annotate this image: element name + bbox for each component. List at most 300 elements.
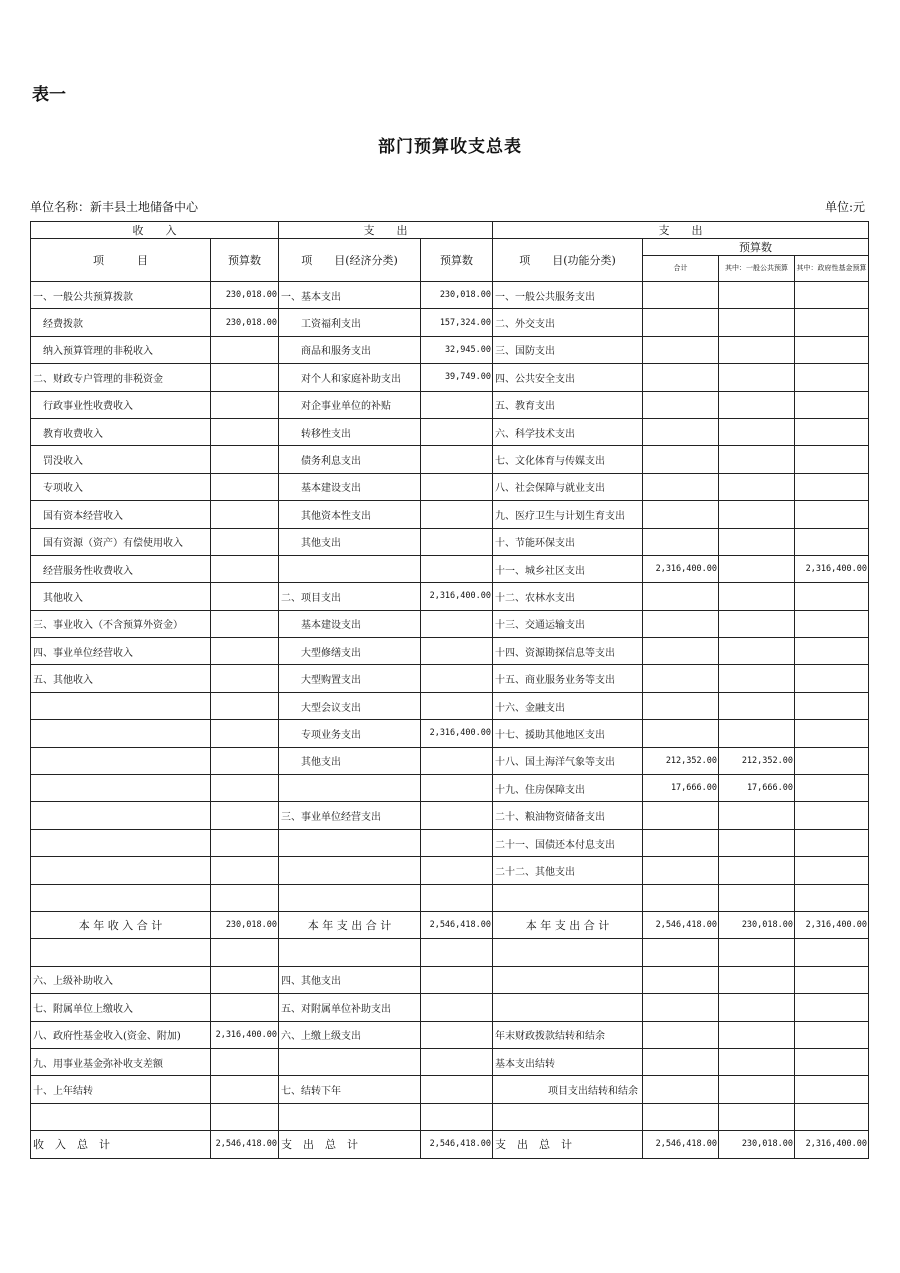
cell-g: [719, 1076, 795, 1103]
cell-f: 212,352.00: [643, 747, 719, 774]
cell-b: [211, 857, 279, 884]
cell-h: [795, 583, 869, 610]
cell-h: [795, 336, 869, 363]
header-income: 收 入: [31, 222, 279, 239]
cell-a: 经营服务性收费收入: [31, 555, 211, 582]
cell-c: 债务利息支出: [279, 446, 421, 473]
unit-name: 单位名称：新丰县土地储备中心: [30, 200, 199, 214]
cell-d: [421, 1076, 493, 1103]
cell-c: 五、对附属单位补助支出: [279, 994, 421, 1021]
table-row: [31, 638, 869, 665]
cell-a: 三、事业收入（不含预算外资金）: [31, 610, 211, 637]
cell-e: 十五、商业服务业务等支出: [493, 665, 643, 692]
cell-b: 230,018.00: [211, 282, 279, 309]
cell-b: [211, 555, 279, 582]
cell-h: 2,316,400.00: [795, 555, 869, 582]
cell-b: [211, 829, 279, 856]
cell-d: [421, 638, 493, 665]
cell-c: 一、基本支出: [279, 282, 421, 309]
cell-b: [211, 665, 279, 692]
table-row: [31, 309, 869, 336]
cell-e: 九、医疗卫生与计划生育支出: [493, 501, 643, 528]
cell-e: 十六、金融支出: [493, 692, 643, 719]
cell-e: 一、一般公共服务支出: [493, 282, 643, 309]
cell-f: [643, 528, 719, 555]
cell-e: 十九、住房保障支出: [493, 775, 643, 802]
cell-a: [31, 857, 211, 884]
table-row: [31, 829, 869, 856]
cell-d: [421, 775, 493, 802]
cell-e: 十二、农林水支出: [493, 583, 643, 610]
cell-e: [493, 966, 643, 993]
cell-g: [719, 555, 795, 582]
cell-c: 对个人和家庭补助支出: [279, 364, 421, 391]
cell-g: [719, 1103, 795, 1130]
cell-b: [211, 802, 279, 829]
cell-a: [31, 829, 211, 856]
cell-e: 年末财政拨款结转和结余: [493, 1021, 643, 1048]
cell-g: 212,352.00: [719, 747, 795, 774]
cell-b: [211, 966, 279, 993]
cell-c: 大型会议支出: [279, 692, 421, 719]
cell-f: [643, 802, 719, 829]
cell-e: [493, 994, 643, 1021]
cell-a: [31, 775, 211, 802]
table-row: [31, 994, 869, 1021]
cell-g: [719, 473, 795, 500]
cell-f: [643, 966, 719, 993]
cell-d: [421, 939, 493, 966]
cell-f: [643, 720, 719, 747]
cell-b: [211, 418, 279, 445]
cell-c: 大型购置支出: [279, 665, 421, 692]
table-row: [31, 884, 869, 911]
cell-e: 本 年 支 出 合 计: [493, 911, 643, 938]
cell-d: [421, 747, 493, 774]
cell-h: [795, 966, 869, 993]
cell-h: [795, 802, 869, 829]
cell-e: 十四、资源勘探信息等支出: [493, 638, 643, 665]
cell-g: [719, 610, 795, 637]
cell-b: [211, 501, 279, 528]
cell-g: [719, 939, 795, 966]
cell-a: 经费拨款: [31, 309, 211, 336]
cell-b: [211, 528, 279, 555]
cell-g: [719, 966, 795, 993]
cell-h: [795, 418, 869, 445]
cell-h: [795, 1103, 869, 1130]
cell-d: [421, 994, 493, 1021]
cell-h: 2,316,400.00: [795, 911, 869, 938]
cell-c: 二、项目支出: [279, 583, 421, 610]
cell-g: [719, 1021, 795, 1048]
cell-g: [719, 857, 795, 884]
table-row: [31, 1076, 869, 1103]
cell-f: [643, 282, 719, 309]
cell-d: [421, 391, 493, 418]
cell-d: 2,546,418.00: [421, 911, 493, 938]
table-row: [31, 1131, 869, 1158]
cell-e: 六、科学技术支出: [493, 418, 643, 445]
table-row: [31, 802, 869, 829]
cell-h: [795, 665, 869, 692]
cell-a: 国有资源（资产）有偿使用收入: [31, 528, 211, 555]
cell-f: [643, 1021, 719, 1048]
header-total: 合计: [643, 256, 719, 282]
table-row: [31, 336, 869, 363]
cell-a: 十、上年结转: [31, 1076, 211, 1103]
header-expense-func: 支 出: [493, 222, 869, 239]
cell-e: [493, 884, 643, 911]
header-general: 其中：一般公共预算: [719, 256, 795, 282]
cell-h: [795, 829, 869, 856]
cell-g: [719, 391, 795, 418]
cell-d: 230,018.00: [421, 282, 493, 309]
cell-e: 支 出 总 计: [493, 1131, 643, 1158]
cell-f: [643, 1048, 719, 1075]
header-budget-group: 预算数: [643, 239, 869, 256]
header-budget-econ: 预算数: [421, 239, 493, 282]
cell-g: [719, 364, 795, 391]
cell-e: 项目支出结转和结余: [493, 1076, 643, 1103]
cell-a: 八、政府性基金收入(资金、附加): [31, 1021, 211, 1048]
cell-d: [421, 665, 493, 692]
cell-c: 大型修缮支出: [279, 638, 421, 665]
cell-g: [719, 418, 795, 445]
cell-f: [643, 446, 719, 473]
cell-h: [795, 528, 869, 555]
cell-g: [719, 1048, 795, 1075]
cell-f: [643, 665, 719, 692]
cell-c: [279, 555, 421, 582]
table-row: [31, 720, 869, 747]
cell-b: 230,018.00: [211, 309, 279, 336]
cell-c: [279, 1103, 421, 1130]
cell-f: [643, 829, 719, 856]
cell-h: [795, 309, 869, 336]
cell-a: [31, 939, 211, 966]
cell-h: [795, 1021, 869, 1048]
cell-h: [795, 692, 869, 719]
cell-b: [211, 336, 279, 363]
table-row: [31, 747, 869, 774]
cell-c: 专项业务支出: [279, 720, 421, 747]
cell-c: 工资福利支出: [279, 309, 421, 336]
cell-f: [643, 418, 719, 445]
cell-e: 十、节能环保支出: [493, 528, 643, 555]
cell-e: 三、国防支出: [493, 336, 643, 363]
cell-h: [795, 446, 869, 473]
cell-b: [211, 939, 279, 966]
cell-d: [421, 1021, 493, 1048]
cell-h: [795, 638, 869, 665]
cell-a: 本 年 收 入 合 计: [31, 911, 211, 938]
cell-a: 教育收费收入: [31, 418, 211, 445]
cell-g: [719, 829, 795, 856]
table-row: [31, 610, 869, 637]
cell-a: [31, 692, 211, 719]
cell-f: [643, 857, 719, 884]
cell-d: [421, 446, 493, 473]
cell-f: [643, 692, 719, 719]
cell-c: 四、其他支出: [279, 966, 421, 993]
header-budget: 预算数: [211, 239, 279, 282]
cell-g: [719, 692, 795, 719]
table-row: [31, 446, 869, 473]
cell-d: [421, 1103, 493, 1130]
budget-table: [30, 221, 869, 1159]
cell-h: [795, 610, 869, 637]
cell-c: 其他资本性支出: [279, 501, 421, 528]
table-row: [31, 583, 869, 610]
cell-c: 其他支出: [279, 747, 421, 774]
cell-a: 行政事业性收费收入: [31, 391, 211, 418]
cell-h: [795, 1076, 869, 1103]
cell-e: 五、教育支出: [493, 391, 643, 418]
cell-d: [421, 1048, 493, 1075]
cell-d: [421, 829, 493, 856]
header-item-func: 项 目(功能分类): [493, 239, 643, 282]
cell-c: 基本建设支出: [279, 473, 421, 500]
cell-d: 157,324.00: [421, 309, 493, 336]
cell-a: [31, 720, 211, 747]
cell-a: 其他收入: [31, 583, 211, 610]
cell-g: [719, 282, 795, 309]
cell-g: [719, 884, 795, 911]
cell-d: [421, 501, 493, 528]
cell-f: [643, 1103, 719, 1130]
cell-e: [493, 939, 643, 966]
cell-d: [421, 555, 493, 582]
cell-b: [211, 692, 279, 719]
table-row: [31, 418, 869, 445]
table-row: [31, 282, 869, 309]
cell-f: [643, 610, 719, 637]
cell-a: 五、其他收入: [31, 665, 211, 692]
table-number: 表一: [32, 85, 66, 105]
cell-c: [279, 1048, 421, 1075]
cell-f: [643, 638, 719, 665]
cell-f: [643, 583, 719, 610]
cell-b: [211, 720, 279, 747]
cell-a: [31, 884, 211, 911]
cell-b: [211, 638, 279, 665]
cell-c: 支 出 总 计: [279, 1131, 421, 1158]
cell-d: [421, 966, 493, 993]
cell-d: [421, 857, 493, 884]
table-row: [31, 692, 869, 719]
cell-h: [795, 939, 869, 966]
cell-f: 17,666.00: [643, 775, 719, 802]
cell-e: 四、公共安全支出: [493, 364, 643, 391]
cell-f: [643, 939, 719, 966]
cell-e: 八、社会保障与就业支出: [493, 473, 643, 500]
cell-f: [643, 884, 719, 911]
cell-g: 230,018.00: [719, 1131, 795, 1158]
cell-e: 基本支出结转: [493, 1048, 643, 1075]
cell-c: 七、结转下年: [279, 1076, 421, 1103]
header-expense-econ: 支 出: [279, 222, 493, 239]
cell-c: [279, 829, 421, 856]
table-row: [31, 665, 869, 692]
cell-d: [421, 473, 493, 500]
cell-d: [421, 692, 493, 719]
table-row: [31, 1103, 869, 1130]
table-row: [31, 911, 869, 938]
table-row: [31, 391, 869, 418]
cell-e: 七、文化体育与传媒支出: [493, 446, 643, 473]
cell-h: [795, 282, 869, 309]
cell-c: 基本建设支出: [279, 610, 421, 637]
cell-c: 本 年 支 出 合 计: [279, 911, 421, 938]
table-row: [31, 555, 869, 582]
cell-b: 230,018.00: [211, 911, 279, 938]
cell-f: [643, 364, 719, 391]
cell-e: 十一、城乡社区支出: [493, 555, 643, 582]
header-item-econ: 项 目(经济分类): [279, 239, 421, 282]
cell-c: [279, 884, 421, 911]
cell-c: 商品和服务支出: [279, 336, 421, 363]
cell-g: [719, 720, 795, 747]
cell-h: [795, 884, 869, 911]
cell-d: [421, 884, 493, 911]
cell-e: 二十、粮油物资储备支出: [493, 802, 643, 829]
cell-g: 230,018.00: [719, 911, 795, 938]
cell-b: [211, 1076, 279, 1103]
cell-b: [211, 391, 279, 418]
cell-a: 专项收入: [31, 473, 211, 500]
cell-e: 二、外交支出: [493, 309, 643, 336]
table-row: [31, 966, 869, 993]
cell-b: [211, 884, 279, 911]
cell-f: [643, 994, 719, 1021]
cell-f: 2,316,400.00: [643, 555, 719, 582]
cell-b: [211, 583, 279, 610]
cell-g: [719, 528, 795, 555]
cell-h: 2,316,400.00: [795, 1131, 869, 1158]
cell-b: [211, 446, 279, 473]
cell-c: [279, 939, 421, 966]
cell-a: 纳入预算管理的非税收入: [31, 336, 211, 363]
cell-b: [211, 473, 279, 500]
page-title: 部门预算收支总表: [378, 137, 522, 157]
cell-b: [211, 747, 279, 774]
cell-a: [31, 802, 211, 829]
cell-b: [211, 610, 279, 637]
cell-f: [643, 391, 719, 418]
cell-f: 2,546,418.00: [643, 911, 719, 938]
cell-a: [31, 1103, 211, 1130]
cell-c: 转移性支出: [279, 418, 421, 445]
cell-g: [719, 501, 795, 528]
cell-c: 对企事业单位的补贴: [279, 391, 421, 418]
cell-f: [643, 336, 719, 363]
cell-h: [795, 364, 869, 391]
cell-b: [211, 364, 279, 391]
cell-f: [643, 1076, 719, 1103]
cell-c: 六、上缴上级支出: [279, 1021, 421, 1048]
cell-g: [719, 665, 795, 692]
cell-h: [795, 501, 869, 528]
cell-d: 32,945.00: [421, 336, 493, 363]
table-row: [31, 939, 869, 966]
cell-f: [643, 473, 719, 500]
header-item: 项 目: [31, 239, 211, 282]
cell-c: 其他支出: [279, 528, 421, 555]
cell-d: 39,749.00: [421, 364, 493, 391]
cell-b: [211, 994, 279, 1021]
cell-b: [211, 1048, 279, 1075]
cell-h: [795, 747, 869, 774]
cell-a: 七、附属单位上缴收入: [31, 994, 211, 1021]
cell-h: [795, 391, 869, 418]
table-row: [31, 857, 869, 884]
cell-e: 十七、援助其他地区支出: [493, 720, 643, 747]
cell-a: 国有资本经营收入: [31, 501, 211, 528]
cell-f: 2,546,418.00: [643, 1131, 719, 1158]
cell-e: [493, 1103, 643, 1130]
cell-g: [719, 583, 795, 610]
table-row: [31, 1021, 869, 1048]
cell-e: 二十一、国债还本付息支出: [493, 829, 643, 856]
header-fund: 其中：政府性基金预算: [795, 256, 869, 282]
cell-a: 二、财政专户管理的非税资金: [31, 364, 211, 391]
cell-e: 十三、交通运输支出: [493, 610, 643, 637]
cell-e: 二十二、其他支出: [493, 857, 643, 884]
cell-d: [421, 418, 493, 445]
cell-b: 2,316,400.00: [211, 1021, 279, 1048]
cell-e: 十八、国土海洋气象等支出: [493, 747, 643, 774]
cell-g: [719, 309, 795, 336]
cell-c: 三、事业单位经营支出: [279, 802, 421, 829]
cell-b: [211, 1103, 279, 1130]
cell-g: [719, 446, 795, 473]
cell-h: [795, 994, 869, 1021]
cell-g: [719, 802, 795, 829]
cell-h: [795, 473, 869, 500]
cell-g: [719, 994, 795, 1021]
table-row: [31, 1048, 869, 1075]
cell-c: [279, 857, 421, 884]
cell-f: [643, 501, 719, 528]
cell-c: [279, 775, 421, 802]
table-row: [31, 501, 869, 528]
cell-d: [421, 528, 493, 555]
table-row: [31, 364, 869, 391]
cell-a: 四、事业单位经营收入: [31, 638, 211, 665]
cell-h: [795, 1048, 869, 1075]
currency-unit: 单位:元: [824, 200, 865, 214]
cell-a: 一、一般公共预算拨款: [31, 282, 211, 309]
cell-d: [421, 610, 493, 637]
cell-a: 罚没收入: [31, 446, 211, 473]
cell-a: [31, 747, 211, 774]
cell-g: [719, 638, 795, 665]
cell-d: 2,316,400.00: [421, 583, 493, 610]
cell-b: 2,546,418.00: [211, 1131, 279, 1158]
table-row: [31, 473, 869, 500]
cell-a: 六、上级补助收入: [31, 966, 211, 993]
table-row: [31, 775, 869, 802]
cell-b: [211, 775, 279, 802]
cell-g: 17,666.00: [719, 775, 795, 802]
cell-d: [421, 802, 493, 829]
table-row: [31, 528, 869, 555]
cell-f: [643, 309, 719, 336]
cell-h: [795, 775, 869, 802]
cell-h: [795, 720, 869, 747]
cell-g: [719, 336, 795, 363]
